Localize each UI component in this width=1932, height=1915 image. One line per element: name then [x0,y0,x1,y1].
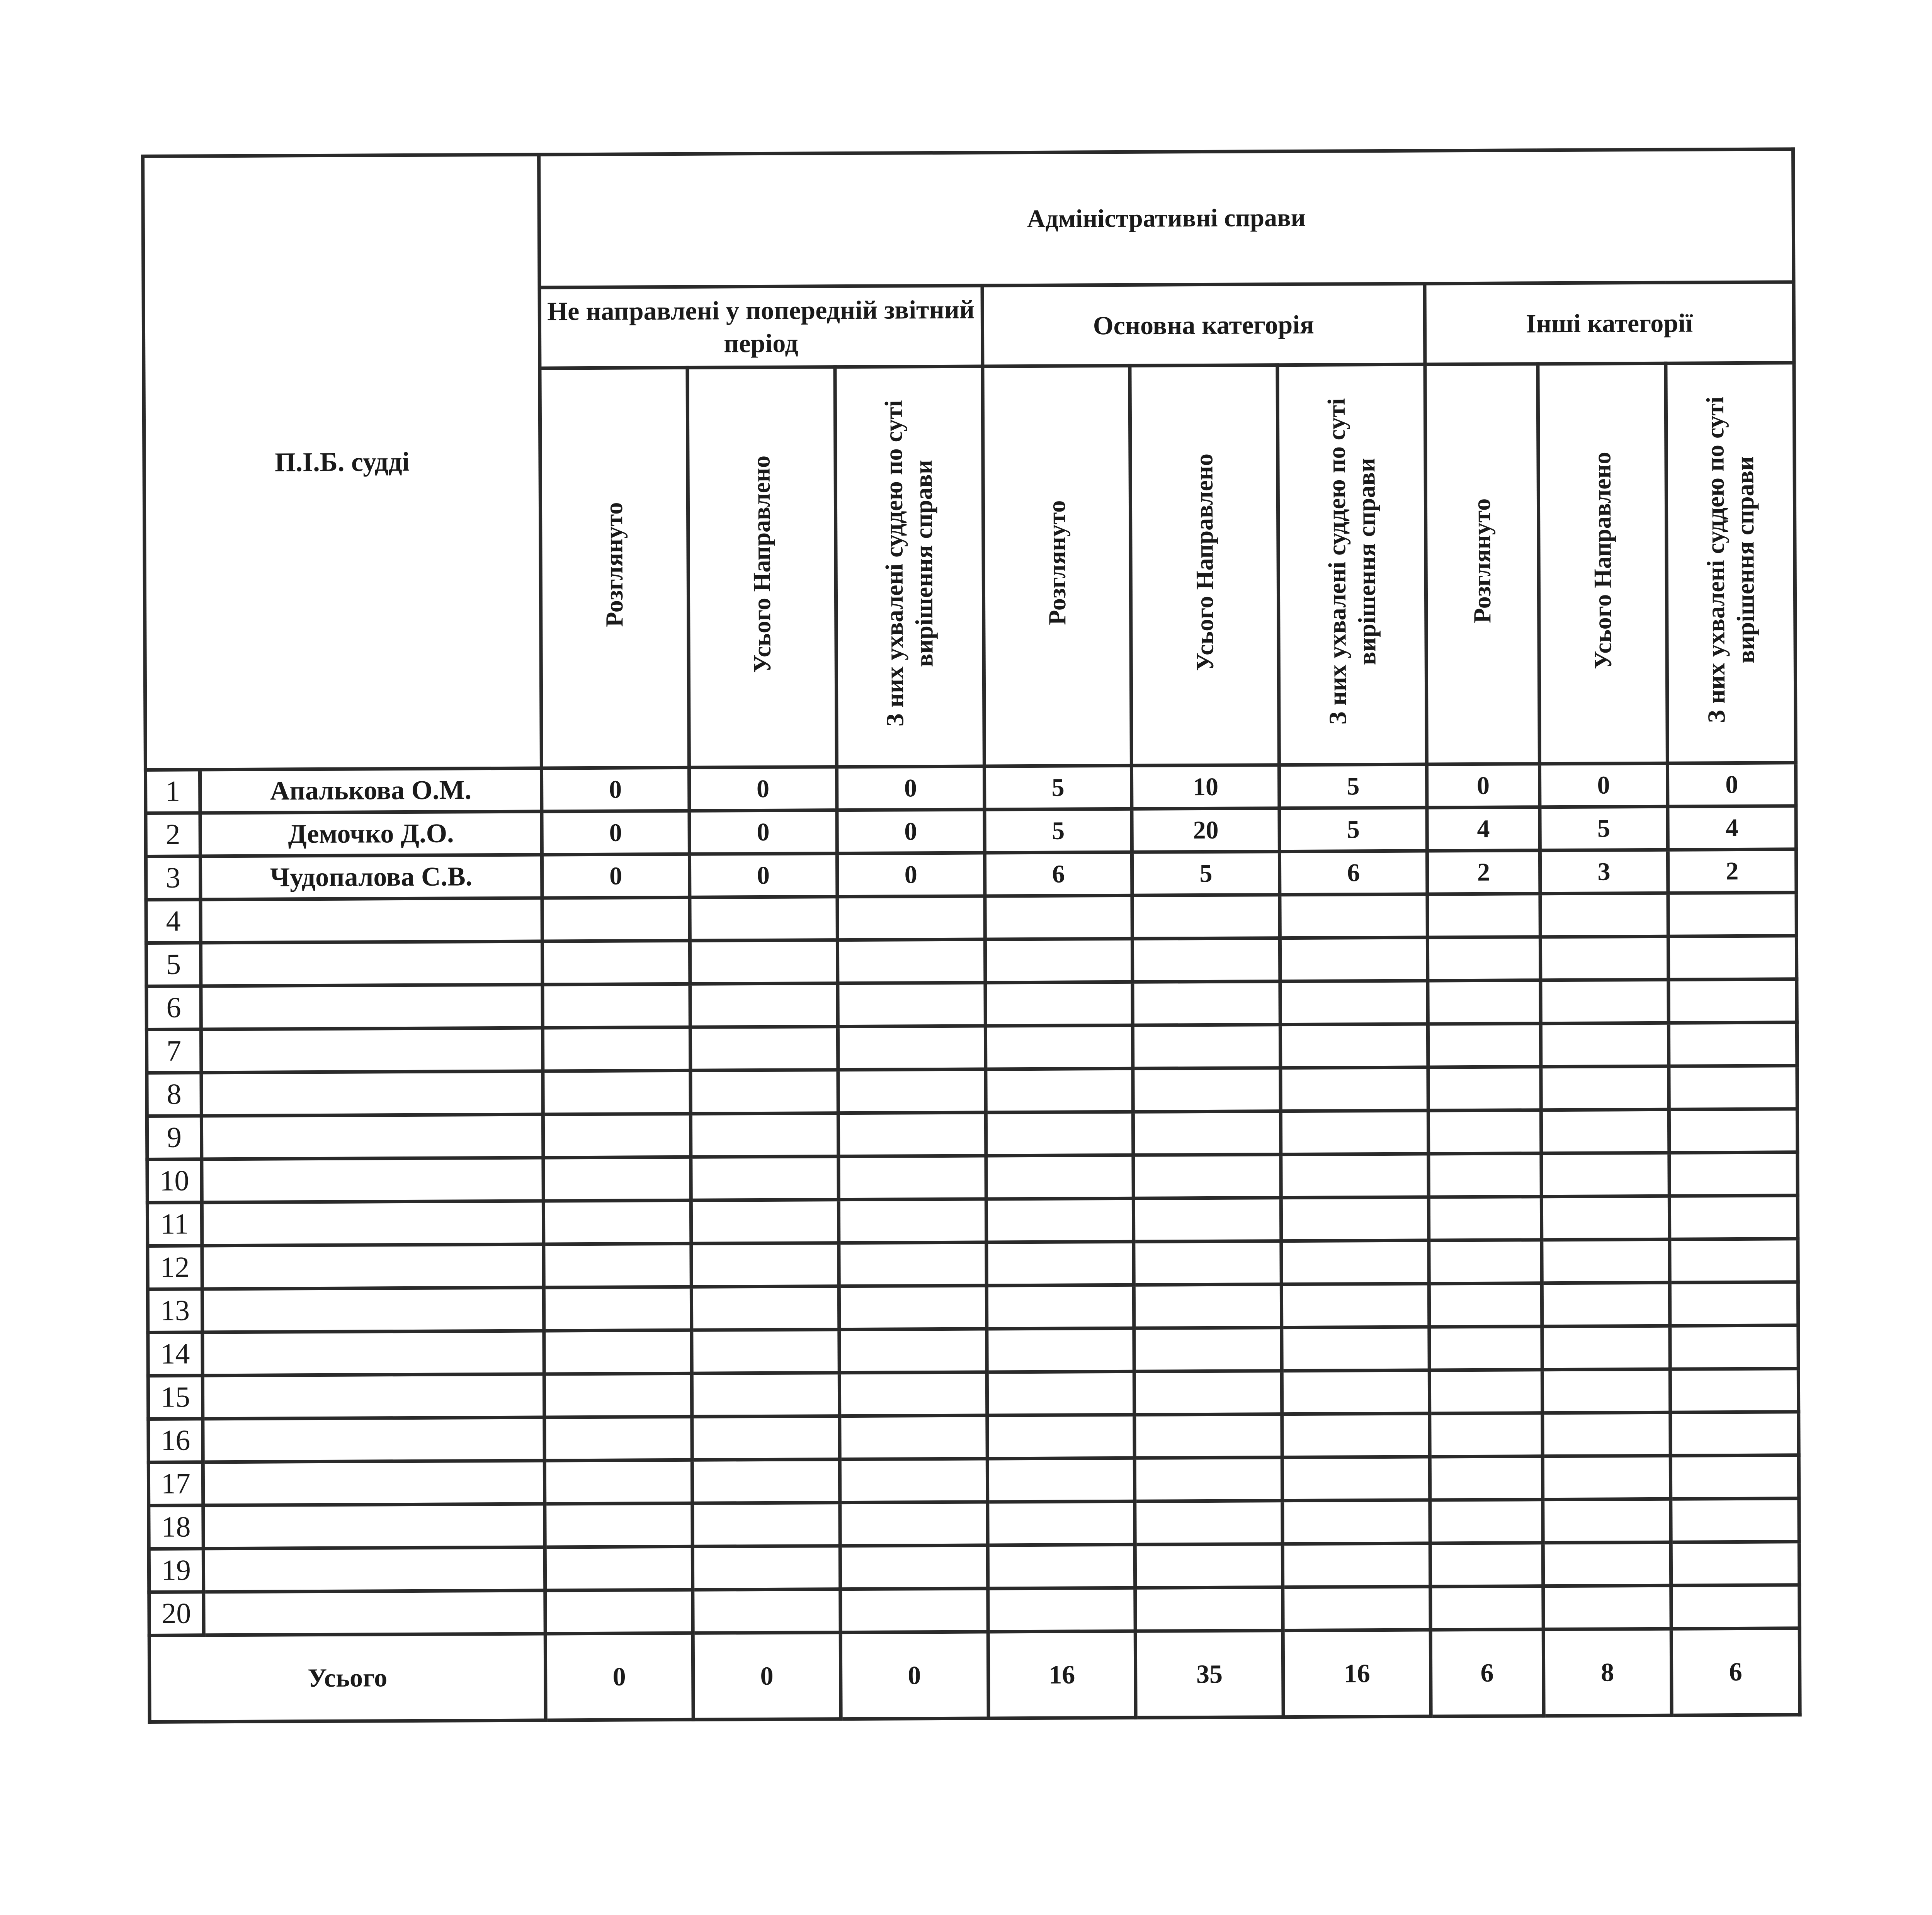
value-cell [1281,1024,1428,1068]
total-cell: 8 [1543,1629,1672,1716]
row-number: 11 [147,1202,202,1246]
value-cell: 5 [1279,764,1427,808]
judge-name [203,1504,545,1549]
row-number: 1 [145,770,200,813]
value-cell [838,1112,986,1156]
value-cell [692,1459,840,1503]
value-cell [1669,1152,1798,1196]
value-cell [691,1200,838,1244]
value-cell [545,1546,692,1590]
value-cell [840,1415,987,1459]
table-row [147,1152,1798,1203]
value-cell: 2 [1668,849,1796,893]
value-cell [1541,1239,1670,1283]
col-header-decided: З них ухвалені суддею по суті вирішення справи [835,366,984,767]
value-cell [692,1546,840,1590]
judge-name [202,1244,544,1289]
value-cell [1429,1197,1541,1240]
value-cell [1428,937,1541,981]
table-row [146,806,1796,857]
value-cell [1133,1068,1281,1112]
value-cell [986,1198,1134,1242]
table-row [146,1022,1797,1073]
value-cell [986,1285,1134,1329]
value-cell [542,940,690,985]
table-row [147,1066,1797,1116]
value-cell: 20 [1132,808,1279,852]
value-cell [1135,1458,1282,1502]
row-number: 6 [146,986,201,1030]
totals-label: Усього [149,1634,546,1722]
total-cell: 6 [1671,1628,1800,1715]
value-cell [1671,1585,1799,1629]
value-cell [1282,1457,1430,1501]
value-cell [988,1544,1135,1588]
value-cell [838,1156,986,1200]
value-cell: 5 [1540,806,1668,850]
value-cell [1669,1066,1797,1109]
value-cell [1283,1543,1430,1587]
value-cell [987,1458,1135,1502]
value-cell [838,1199,986,1243]
value-cell [1135,1501,1282,1545]
value-cell [691,1286,839,1330]
value-cell [840,1502,987,1546]
value-cell [1541,1109,1669,1153]
value-cell [1133,1025,1281,1069]
table-row [148,1412,1799,1463]
value-cell: 0 [1668,763,1796,806]
table-row [148,1282,1798,1333]
value-cell [1671,1542,1799,1585]
value-cell [1542,1326,1670,1369]
value-cell [690,940,837,984]
value-cell [1283,1587,1430,1631]
value-cell [1428,980,1541,1024]
value-cell [1540,893,1668,937]
value-cell [1671,1498,1799,1542]
total-cell: 6 [1430,1629,1543,1716]
value-cell [1670,1412,1799,1456]
judge-name [203,1461,545,1505]
judge-name: Апалькова О.М. [200,768,542,813]
value-cell [1540,936,1668,980]
value-cell [1670,1455,1799,1499]
value-cell [1430,1500,1543,1543]
value-cell [1280,981,1428,1025]
judge-name [202,1201,544,1246]
value-cell [1541,1153,1669,1196]
value-cell [544,1460,692,1504]
value-cell: 10 [1132,765,1279,809]
col-header-decided: З них ухвалені суддею по суті вирішення справи [1666,363,1796,763]
value-cell: 5 [985,809,1132,853]
value-cell [1280,894,1427,938]
row-number: 18 [149,1505,203,1549]
value-cell [1429,1283,1542,1327]
value-cell [988,1588,1135,1632]
value-cell [839,1242,986,1286]
value-cell [1429,1153,1541,1197]
table-row [147,1109,1797,1160]
judge-name [203,1547,545,1592]
row-number: 5 [146,943,201,986]
value-cell [544,1243,691,1287]
value-cell [1428,1067,1541,1111]
value-cell [543,984,690,1028]
value-cell: 0 [542,811,689,855]
row-number: 13 [148,1289,202,1333]
row-number: 7 [146,1029,201,1073]
value-cell [1282,1370,1430,1414]
value-cell: 0 [1539,763,1668,807]
value-cell: 0 [689,810,837,854]
value-cell [837,896,985,940]
value-cell [1668,979,1797,1023]
value-cell [691,1243,839,1287]
total-cell: 35 [1136,1631,1284,1718]
value-cell: 0 [837,810,985,854]
value-cell [840,1588,988,1633]
value-cell [544,1417,692,1461]
value-cell: 0 [837,853,985,897]
value-cell [1282,1413,1430,1458]
table-row [149,1498,1799,1549]
value-cell [1541,1066,1669,1110]
row-number: 19 [149,1549,203,1592]
value-cell [1542,1369,1670,1413]
row-number: 14 [148,1332,202,1376]
value-cell [1429,1110,1541,1154]
group-header-main-category: Основна категорія [982,284,1425,366]
statistics-table [141,147,1802,1724]
table-row [148,1239,1798,1289]
value-cell: 0 [837,766,984,810]
row-number: 8 [147,1073,201,1116]
value-cell: 4 [1668,806,1796,850]
value-cell [1133,1155,1281,1199]
row-number: 4 [146,900,201,943]
value-cell [1670,1196,1798,1239]
value-cell [1135,1587,1283,1631]
judge-name [201,1028,543,1073]
value-cell [1429,1240,1542,1284]
value-cell [693,1589,840,1633]
row-number: 17 [148,1462,203,1506]
value-cell [1281,1067,1428,1111]
value-cell [1134,1414,1282,1458]
value-cell [1282,1284,1429,1328]
table-row [146,893,1796,943]
value-cell [690,897,837,941]
value-cell [1133,938,1280,982]
col-header-total-sent: Усього Направлено [1130,365,1279,766]
judge-name [202,1417,544,1462]
value-cell [545,1590,693,1634]
value-cell: 0 [689,854,837,898]
value-cell [543,1200,691,1244]
value-cell [1670,1325,1798,1369]
value-cell: 5 [1132,852,1280,896]
value-cell [1430,1543,1543,1587]
value-cell: 6 [985,852,1132,896]
value-cell [1281,1154,1429,1198]
value-cell [544,1373,692,1417]
value-cell [1541,1196,1670,1240]
value-cell [837,939,985,983]
value-cell [1281,1197,1429,1241]
col-header-reviewed: Розглянуто [1425,364,1539,764]
col-header-decided: З них ухвалені суддею по суті вирішення справи [1277,364,1427,765]
value-cell [692,1373,839,1417]
row-number: 10 [147,1159,202,1203]
value-cell [986,1112,1133,1156]
value-cell [985,939,1133,983]
total-cell: 0 [545,1633,693,1720]
table-row [146,849,1796,900]
totals-row [149,1628,1800,1722]
value-cell [987,1501,1135,1545]
value-cell [1134,1241,1281,1285]
value-cell [1132,895,1280,939]
total-cell: 16 [1283,1630,1431,1717]
value-cell [690,1070,838,1114]
value-cell [1134,1284,1282,1328]
judge-name [201,941,543,986]
value-cell: 0 [689,767,837,811]
value-cell [987,1415,1134,1459]
value-cell: 3 [1540,850,1668,893]
value-cell [1543,1585,1671,1629]
row-number: 3 [146,856,200,900]
value-cell [1543,1499,1671,1543]
group-header-not-sent: Не направлені у попередній звітний період [539,286,982,368]
row-number: 20 [149,1592,204,1636]
value-cell [1281,1111,1429,1155]
value-cell [1282,1327,1429,1371]
judge-name [201,1114,543,1159]
value-cell [839,1372,987,1416]
value-cell [1670,1282,1798,1326]
value-cell [1543,1542,1671,1586]
value-cell [1280,937,1428,981]
value-cell [1543,1456,1671,1499]
value-cell [838,983,985,1027]
value-cell [1430,1586,1543,1630]
col-header-reviewed: Розглянуто [540,367,689,768]
row-number: 12 [148,1246,202,1289]
value-cell [1428,1024,1541,1067]
value-cell: 0 [542,854,689,898]
value-cell [1135,1544,1283,1588]
value-cell [1541,1023,1669,1066]
col-header-total-sent: Усього Направлено [1538,363,1668,764]
value-cell [1670,1239,1798,1282]
value-cell [544,1330,692,1374]
table-row [145,763,1796,813]
table-row [148,1455,1799,1506]
value-cell [1540,980,1668,1023]
table-row [148,1325,1798,1376]
value-cell [1282,1500,1430,1544]
value-cell [692,1416,840,1460]
table-body [145,763,1799,1636]
value-cell [690,1027,838,1071]
value-cell: 5 [984,765,1132,810]
value-cell [1134,1198,1281,1242]
total-cell: 0 [693,1633,841,1720]
table-row [147,1196,1798,1246]
value-cell [838,1069,986,1113]
value-cell [543,1114,690,1158]
value-cell [1427,894,1540,937]
row-number: 16 [148,1419,203,1463]
judge-name [202,1158,544,1202]
value-cell [1670,1369,1798,1412]
value-cell [986,1328,1134,1372]
value-cell: 2 [1427,850,1540,894]
value-cell [1668,936,1797,980]
section-title: Адміністративні справи [539,149,1794,287]
value-cell: 4 [1427,807,1540,851]
value-cell [1430,1413,1543,1457]
value-cell [1134,1328,1282,1372]
value-cell [1281,1240,1429,1284]
value-cell [985,895,1133,939]
value-cell [542,897,690,941]
value-cell: 0 [541,767,689,811]
value-cell [545,1503,692,1547]
table-row [148,1369,1798,1419]
row-number: 2 [146,813,200,857]
value-cell [840,1459,987,1503]
value-cell [838,1026,985,1070]
table-row [149,1542,1799,1592]
value-cell [1669,1022,1797,1066]
value-cell [691,1156,838,1201]
judge-name [202,1287,544,1332]
value-cell [543,1027,690,1071]
value-cell [1429,1370,1542,1413]
value-cell [690,1113,838,1157]
table-row [146,936,1796,986]
value-cell [1133,981,1280,1026]
judge-name: Демочко Д.О. [200,811,542,856]
table-row [149,1585,1799,1636]
group-header-other-categories: Інші категорії [1425,282,1794,364]
value-cell [544,1287,691,1331]
value-cell [1668,893,1796,936]
value-cell [692,1330,839,1374]
value-cell [985,1068,1133,1112]
value-cell [986,1155,1133,1199]
value-cell [1133,1111,1281,1155]
total-cell: 0 [840,1632,988,1719]
value-cell [1542,1282,1670,1326]
col-header-reviewed: Розглянуто [983,366,1132,766]
value-cell [543,1157,691,1201]
value-cell [839,1329,987,1373]
total-cell: 16 [988,1631,1136,1718]
value-cell [692,1503,840,1547]
value-cell: 6 [1280,851,1427,895]
value-cell: 0 [1427,764,1540,808]
value-cell [985,982,1133,1026]
value-cell [1134,1371,1282,1415]
judge-name: Чудопалова С.В. [200,855,542,900]
judge-name [201,985,543,1029]
row-number: 9 [147,1116,201,1160]
value-cell: 5 [1279,808,1427,852]
value-cell [985,1025,1133,1069]
judge-name [202,1331,544,1376]
value-cell [1669,1109,1798,1153]
value-cell [1430,1456,1543,1500]
value-cell [1429,1327,1542,1370]
judge-name [202,1374,544,1419]
value-cell [840,1545,988,1589]
value-cell [986,1242,1134,1286]
col-header-total-sent: Усього Направлено [687,367,837,768]
table-row [146,979,1797,1030]
value-cell [987,1371,1134,1415]
value-cell [690,983,838,1027]
judge-name [201,1071,543,1116]
value-cell [1542,1412,1670,1456]
value-cell [543,1070,690,1114]
value-cell [839,1286,986,1330]
judge-name-header: П.І.Б. судді [143,155,542,770]
judge-name [203,1590,545,1635]
row-number: 15 [148,1376,202,1419]
judge-name [201,898,543,943]
